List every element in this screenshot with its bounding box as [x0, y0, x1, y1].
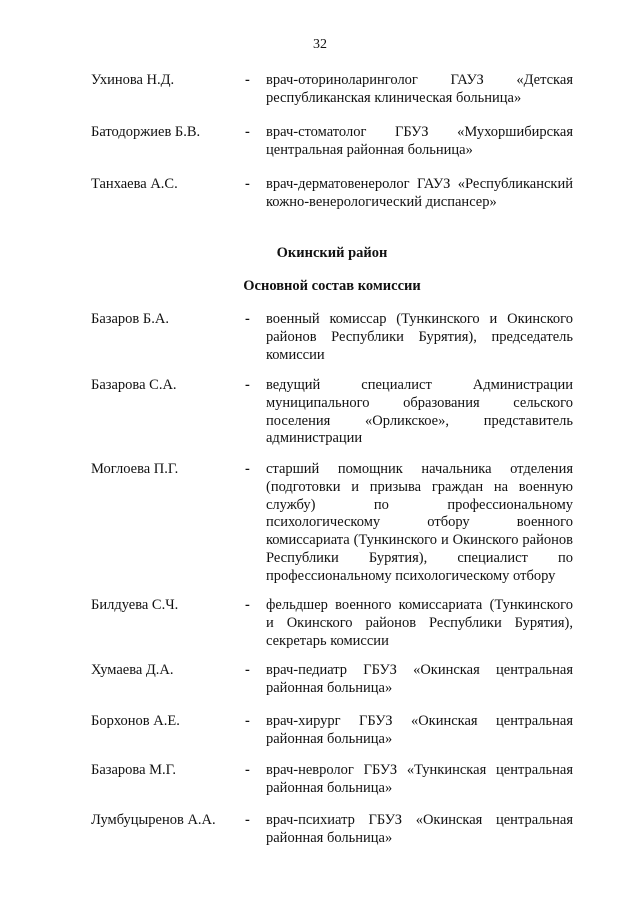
member-name: Лумбуцыренов А.А. — [91, 812, 216, 828]
member-name: Билдуева С.Ч. — [91, 597, 179, 613]
dash: - — [245, 72, 250, 88]
member-name: Танхаева А.С. — [91, 176, 178, 192]
member-role: врач-педиатр ГБУЗ «Окинская центральная районная больница» — [266, 662, 573, 696]
member-name: Батодоржиев Б.В. — [91, 124, 201, 140]
member-name: Ухинова Н.Д. — [91, 72, 175, 88]
section-heading: Основной состав комиссии — [243, 278, 421, 294]
dash: - — [245, 762, 250, 778]
member-name: Базарова С.А. — [91, 377, 177, 393]
dash: - — [245, 377, 250, 393]
list-item — [91, 176, 573, 212]
list-item — [91, 311, 573, 364]
member-name: Моглоева П.Г. — [91, 461, 179, 477]
dash: - — [245, 461, 250, 477]
list-item — [91, 762, 573, 798]
member-role: врач-дерматовенеролог ГАУЗ «Республиканский кожно-венерологический диспансер» — [266, 176, 573, 210]
member-name: Борхонов А.Е. — [91, 713, 180, 729]
member-role: врач-стоматолог ГБУЗ «Мухоршибирская центральная районная больница» — [266, 124, 573, 158]
member-role: врач-оториноларинголог ГАУЗ «Детская республиканская клиническая больница» — [266, 72, 573, 106]
dash: - — [245, 176, 250, 192]
list-item — [91, 812, 573, 848]
district-heading: Окинский район — [276, 245, 388, 261]
dash: - — [245, 597, 250, 613]
member-role: старший помощник начальника отделения (подготовки и призыва граждан на военную службу) по профессиональному психологическому отбору военного комиссариата (Тункинского и Окинского районов Республики Бурятия), специалист по профессиональному психологическому отбору — [266, 461, 573, 584]
dash: - — [245, 311, 250, 327]
member-role: ведущий специалист Администрации муниципального образования сельского поселения «Орликское», представитель администрации — [266, 377, 573, 447]
dash: - — [245, 713, 250, 729]
member-role: фельдшер военного комиссариата (Тункинского и Окинского районов Республики Бурятия), секретарь комиссии — [266, 597, 573, 649]
page-number: 32 — [313, 37, 327, 52]
list-item — [91, 713, 573, 749]
list-item — [91, 377, 573, 448]
member-role: военный комиссар (Тункинского и Окинского районов Республики Бурятия), председатель комиссии — [266, 311, 573, 363]
member-role: врач-психиатр ГБУЗ «Окинская центральная районная больница» — [266, 812, 573, 846]
list-item — [91, 662, 573, 698]
member-name: Базаров Б.А. — [91, 311, 169, 327]
dash: - — [245, 124, 250, 140]
member-role: врач-невролог ГБУЗ «Тункинская центральная районная больница» — [266, 762, 573, 796]
member-name: Базарова М.Г. — [91, 762, 177, 778]
list-item — [91, 124, 573, 160]
list-item — [91, 461, 573, 586]
list-item — [91, 597, 573, 650]
list-item — [91, 72, 573, 108]
member-name: Хумаева Д.А. — [91, 662, 174, 678]
member-role: врач-хирург ГБУЗ «Окинская центральная районная больница» — [266, 713, 573, 747]
dash: - — [245, 812, 250, 828]
dash: - — [245, 662, 250, 678]
